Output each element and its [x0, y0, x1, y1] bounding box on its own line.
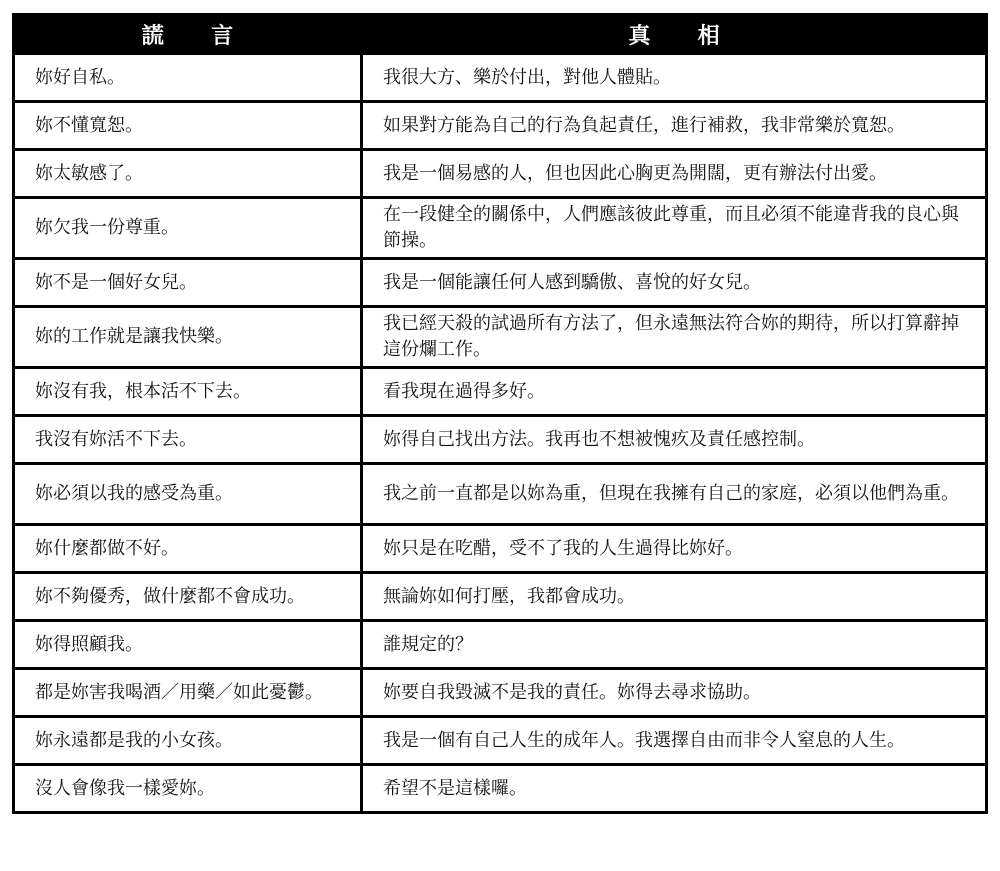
lie-cell: 妳不懂寬恕。 [14, 102, 362, 150]
truth-column-header: 真 相 [362, 15, 987, 54]
lie-cell: 妳不是一個好女兒。 [14, 259, 362, 307]
truth-cell: 我是一個能讓任何人感到驕傲、喜悅的好女兒。 [362, 259, 987, 307]
table-row [14, 102, 987, 150]
table-row [14, 259, 987, 307]
table-row [14, 765, 987, 813]
table-row [14, 669, 987, 717]
table-row [14, 307, 987, 368]
truth-cell: 看我現在過得多好。 [362, 368, 987, 416]
truth-cell: 我是一個易感的人，但也因此心胸更為開闊，更有辦法付出愛。 [362, 150, 987, 198]
table-row [14, 621, 987, 669]
lie-cell: 我沒有妳活不下去。 [14, 416, 362, 464]
lie-cell: 妳必須以我的感受為重。 [14, 464, 362, 525]
table-row [14, 198, 987, 259]
lie-cell: 都是妳害我喝酒／用藥／如此憂鬱。 [14, 669, 362, 717]
truth-cell: 妳只是在吃醋，受不了我的人生過得比妳好。 [362, 525, 987, 573]
truth-cell: 在一段健全的關係中，人們應該彼此尊重，而且必須不能違背我的良心與節操。 [362, 198, 987, 259]
table-header-row [14, 15, 987, 54]
truth-cell: 我是一個有自己人生的成年人。我選擇自由而非令人窒息的人生。 [362, 717, 987, 765]
table-row [14, 416, 987, 464]
lie-cell: 妳什麼都做不好。 [14, 525, 362, 573]
truth-cell: 我之前一直都是以妳為重，但現在我擁有自己的家庭，必須以他們為重。 [362, 464, 987, 525]
table-row [14, 54, 987, 102]
lie-cell: 妳欠我一份尊重。 [14, 198, 362, 259]
truth-cell: 我已經天殺的試過所有方法了，但永遠無法符合妳的期待，所以打算辭掉這份爛工作。 [362, 307, 987, 368]
lie-cell: 妳太敏感了。 [14, 150, 362, 198]
lie-cell: 妳永遠都是我的小女孩。 [14, 717, 362, 765]
lie-cell: 妳不夠優秀，做什麼都不會成功。 [14, 573, 362, 621]
truth-cell: 如果對方能為自己的行為負起責任，進行補救，我非常樂於寬恕。 [362, 102, 987, 150]
truth-cell: 我很大方、樂於付出，對他人體貼。 [362, 54, 987, 102]
lie-cell: 沒人會像我一樣愛妳。 [14, 765, 362, 813]
truth-cell: 誰規定的？ [362, 621, 987, 669]
truth-cell: 無論妳如何打壓，我都會成功。 [362, 573, 987, 621]
table-row [14, 464, 987, 525]
truth-cell: 希望不是這樣囉。 [362, 765, 987, 813]
lie-column-header: 謊 言 [14, 15, 362, 54]
table-row [14, 573, 987, 621]
truth-cell: 妳要自我毀滅不是我的責任。妳得去尋求協助。 [362, 669, 987, 717]
table-row [14, 368, 987, 416]
table-row [14, 150, 987, 198]
lie-cell: 妳的工作就是讓我快樂。 [14, 307, 362, 368]
lie-cell: 妳好自私。 [14, 54, 362, 102]
truth-cell: 妳得自己找出方法。我再也不想被愧疚及責任感控制。 [362, 416, 987, 464]
lie-cell: 妳沒有我，根本活不下去。 [14, 368, 362, 416]
lies-vs-truth-table [12, 13, 988, 814]
table-row [14, 525, 987, 573]
table-row [14, 717, 987, 765]
lie-cell: 妳得照顧我。 [14, 621, 362, 669]
